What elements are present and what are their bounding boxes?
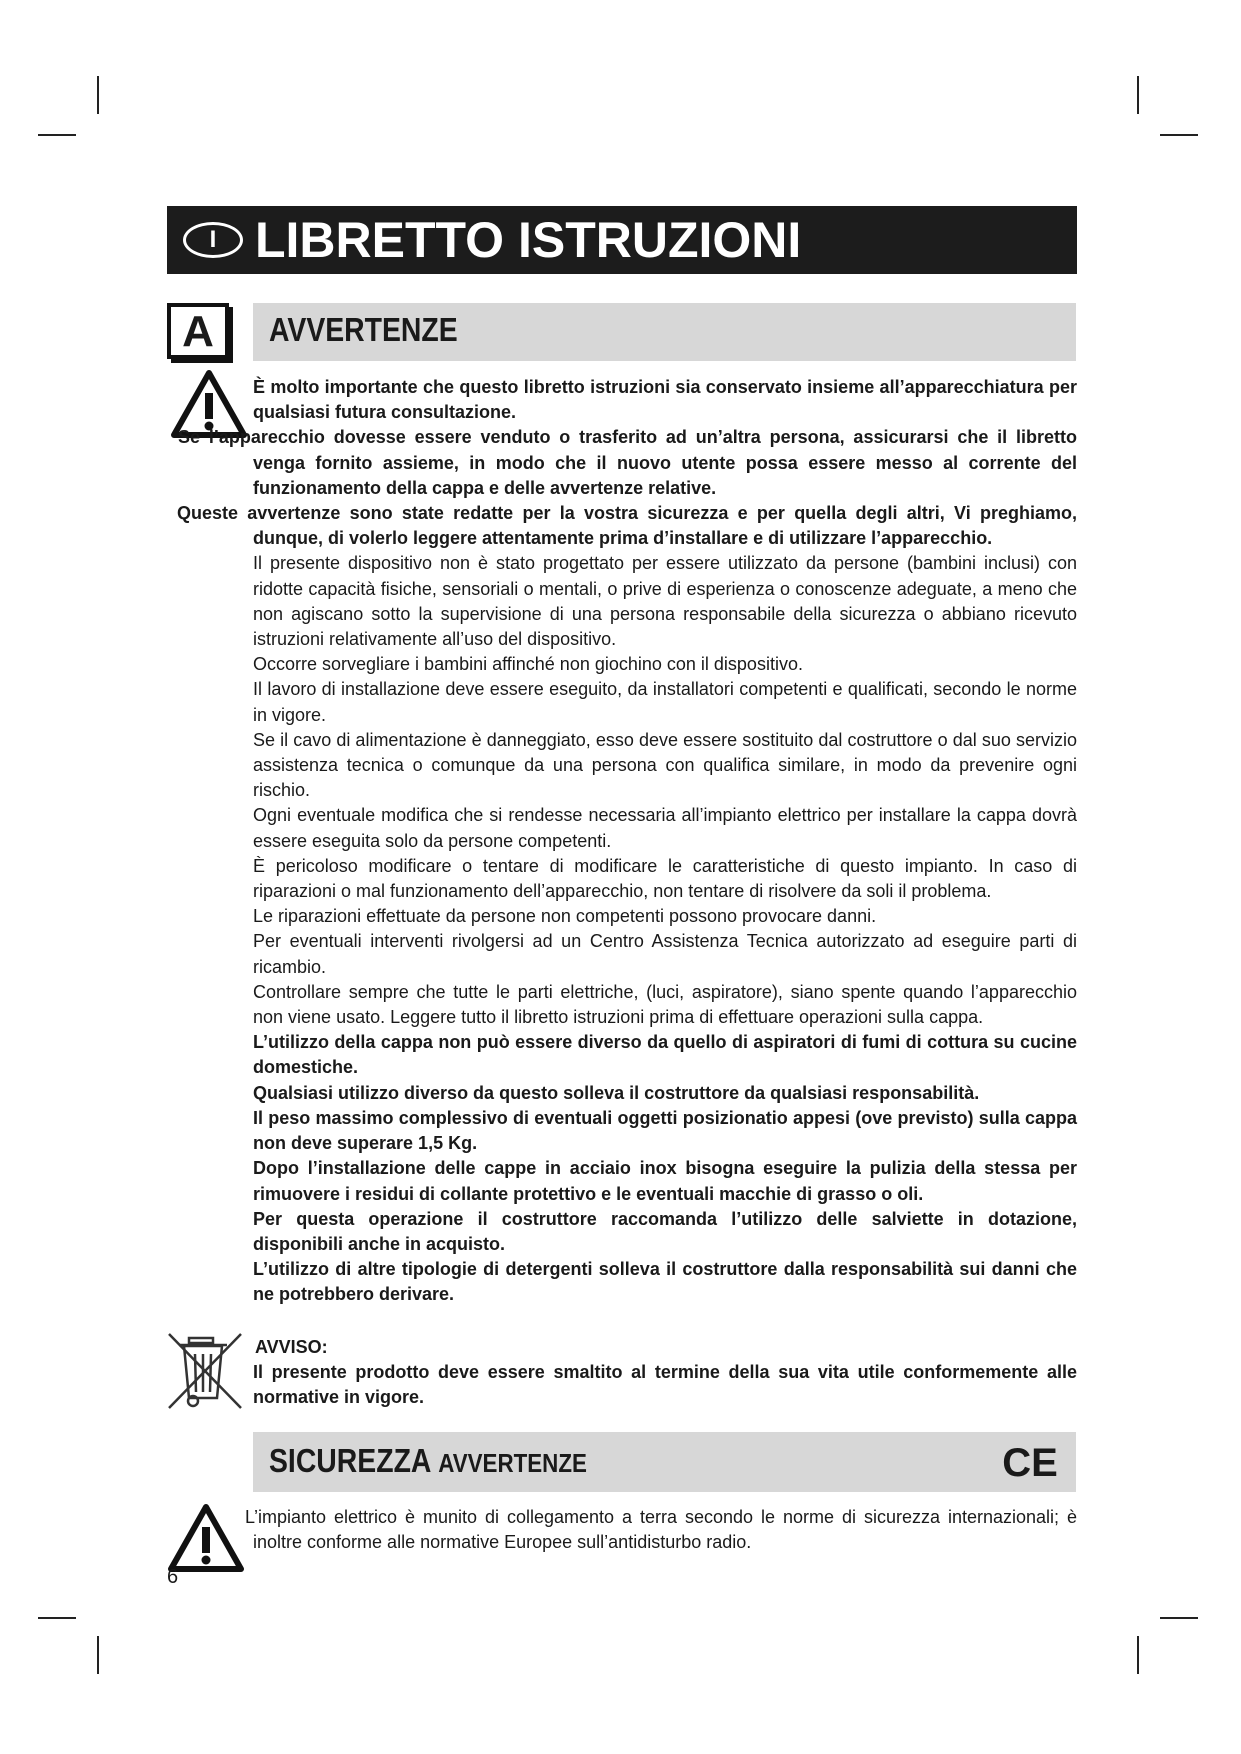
paragraph: Occorre sorvegliare i bambini affinché non giochino con il dispositivo. (253, 654, 803, 675)
crossed-bin-icon (165, 1330, 245, 1412)
section-title-main: SICUREZZA (269, 1442, 431, 1479)
section-title-sub: AVVERTENZE (438, 1448, 587, 1478)
paragraph: Se l’apparecchio dovesse essere venduto o trasferito ad un’altra persona, assicurarsi che il libretto venga fornito assieme, in modo che il nuovo utente possa essere messo al corrente del funzionamento della cappa e delle avvertenze relative. (178, 427, 1077, 498)
notice-label: AVVISO: (255, 1337, 328, 1357)
paragraph: Il presente dispositivo non è stato progettato per essere utilizzato da persone (bambini inclusi) con ridotte capacità fisiche, sensoriali o mentali, o prive di esperienza o conoscenze adeguate, a meno che non agiscano sotto la supervisione di una persona responsabile della sicurezza o abbiano ricevuto istruzioni relativamente all’uso del dispositivo. (253, 553, 1077, 650)
paragraph: È pericoloso modificare o tentare di modificare le caratteristiche di questo impianto. In caso di riparazioni o mal funzionamento dell’apparecchio, non tentare di risolvere da soli il problema. (253, 855, 1077, 902)
paragraph: Controllare sempre che tutte le parti elettriche, (luci, aspiratore), siano spente quando l’apparecchio non viene usato. Leggere tutto il libretto istruzioni prima di effettuare operazioni sulla cappa. (253, 981, 1077, 1028)
paragraph: Per questa operazione il costruttore raccomanda l’utilizzo delle salviette in dotazione, disponibili anche in acquisto. (253, 1208, 1077, 1254)
crop-mark (1137, 76, 1139, 114)
section-title (269, 1442, 587, 1480)
page-title: LIBRETTO ISTRUZIONI (255, 212, 802, 268)
paragraph: Queste avvertenze sono state redatte per la vostra sicurezza e per quella degli altri, Vi preghiamo, dunque, di volerlo leggere attentamente prima d’installare e di utilizzare l’apparecchio. (177, 503, 1077, 549)
paragraph: L’utilizzo della cappa non può essere diverso da quello di aspiratori di fumi di cottura su cucine domestiche. (253, 1032, 1077, 1078)
paragraph: Se il cavo di alimentazione è danneggiato, esso deve essere sostituito dal costruttore o dal suo servizio assistenza tecnica o comunque da una persona con qualifica similare, in modo da prevenire ogni rischio. (253, 729, 1077, 801)
crop-mark (1160, 134, 1198, 136)
safety-text (245, 1505, 1077, 1555)
warning-triangle-icon (167, 1503, 245, 1573)
ce-mark-text: CE (1002, 1441, 1058, 1484)
crop-mark (1160, 1617, 1198, 1619)
paragraph: L’utilizzo di altre tipologie di detergenti solleva il costruttore dalla responsabilità sui danni che ne potrebbero derivare. (253, 1259, 1077, 1305)
crop-mark (38, 134, 76, 136)
ce-mark-icon (994, 1440, 1066, 1484)
crop-mark (1137, 1636, 1139, 1674)
manual-title-bar (167, 206, 1077, 274)
paragraph: Dopo l’installazione delle cappe in acciaio inox bisogna eseguire la pulizia della stessa per rimuovere i residui di collante protettivo e le eventuali macchie di grasso o oli. (253, 1158, 1077, 1204)
paragraph: L’impianto elettrico è munito di collegamento a terra secondo le norme di sicurezza internazionali; è inoltre conforme alle normative Europee sull’antidisturbo radio. (245, 1507, 1077, 1553)
paragraph: Ogni eventuale modifica che si rendesse necessaria all’impianto elettrico per installare la cappa dovrà essere eseguita solo da persone competenti. (253, 805, 1077, 851)
paragraph: Le riparazioni effettuate da persone non competenti possono provocare danni. (253, 906, 877, 927)
section-header-avvertenze (253, 303, 1076, 361)
notice-block (253, 1335, 1077, 1411)
paragraph: Per eventuali interventi rivolgersi ad un Centro Assistenza Tecnica autorizzato ad eseguire parti di ricambio. (253, 931, 1077, 977)
paragraph: Il lavoro di installazione deve essere eseguito, da installatori competenti e qualificati, secondo le norme in vigore. (253, 679, 1077, 725)
paragraph: Qualsiasi utilizzo diverso da questo solleva il costruttore da qualsiasi responsabilità. (253, 1082, 980, 1103)
paragraph: Il peso massimo complessivo di eventuali oggetti posizionatio appesi (ove previsto) sulla cappa non deve superare 1,5 Kg. (253, 1107, 1077, 1154)
section-title: AVVERTENZE (269, 311, 458, 348)
warnings-text (177, 375, 1077, 1308)
crop-mark (38, 1617, 76, 1619)
section-letter-badge: A (167, 303, 229, 359)
paragraph: È molto importante che questo libretto istruzioni sia conservato insieme all’apparecchiatura per qualsiasi futura consultazione. (253, 377, 1077, 423)
crop-mark (97, 1636, 99, 1674)
page-number: 6 (167, 1566, 179, 1588)
section-header-sicurezza (253, 1432, 1076, 1492)
notice-text: Il presente prodotto deve essere smaltito al termine della sua vita utile conformemente alle normative in vigore. (253, 1362, 1077, 1408)
crop-mark (97, 76, 99, 114)
language-badge: I (183, 222, 243, 258)
